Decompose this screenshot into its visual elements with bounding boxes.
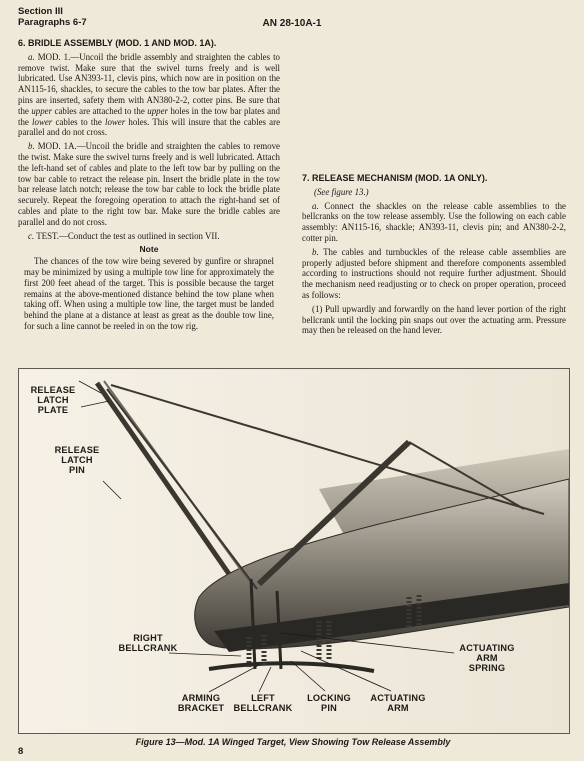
paragraph-7a: a. Connect the shackles on the release cable assemblies to the bellcranks on the tow release assembly. Use the following on each cable assembly: AN115-16, shackle; AN393-11, clevis pin; and AN380-2-2, cotter pin. — [302, 200, 566, 243]
section-label: Section III — [18, 6, 63, 17]
figure-13 — [18, 368, 570, 734]
paragraph-6a: a. MOD. 1.—Uncoil the bridle assembly and straighten the cables to remove twist. Make sure that the swivel turns freely and is well lubricated. Use AN393-11, clevis pins, which now are in position on the AN115-16, shackles, to secure the cables to the tow bar plates. After the pins are inserted, safety them with AN380-2-2, cotter pins. Be sure that the upper cables are attached to the upper holes in the tow bar plates and the lower cables to the lower holes. This will insure that the cables are parallel and do not cross. — [18, 51, 281, 138]
label-actuating-arm: ACTUATING ARM — [370, 693, 426, 713]
paragraph-7b: b. The cables and turnbuckles of the release cable assemblies are properly adjusted before shipment and therefore components assembled according to instructions should not require further adjustment. Should the mechanism need readjusting or to check on proper operation, proceed as follows: — [302, 246, 566, 300]
paragraph-7b1: (1) Pull upwardly and forwardly on the hand lever portion of the right bellcrank until the locking pin snaps out over the actuating arm. Pressure may then be released on the hand lever. — [302, 303, 566, 336]
paragraph-6c: c. TEST.—Conduct the test as outlined in section VII. — [28, 230, 220, 241]
label-locking-pin: LOCKING PIN — [307, 693, 351, 713]
note-text: The chances of the tow wire being severed by gunfire or shrapnel may be minimized by using a multiple tow line for approximately the first 200 feet ahead of the target. This is possible because the target remains at the above-mentioned distance behind the tow plane when taking off. When using a multiple tow line, the target must be landed behind the plane at a distance at least as great as the double tow line, for such a line cannot be reeled in on the tow rig. — [24, 256, 274, 331]
figure-caption: Figure 13—Mod. 1A Winged Target, View Showing Tow Release Assembly — [135, 737, 451, 747]
label-release-latch-plate: RELEASE LATCH PLATE — [30, 385, 76, 415]
page-header — [18, 6, 566, 34]
note-title: Note — [139, 244, 159, 255]
label-right-bellcrank: RIGHT BELLCRANK — [118, 633, 178, 653]
winged-target-illustration — [19, 369, 569, 733]
label-left-bellcrank: LEFT BELLCRANK — [233, 693, 293, 713]
document-id: AN 28-10A-1 — [262, 18, 322, 29]
left-column — [18, 38, 280, 335]
label-arming-bracket: ARMING BRACKET — [177, 693, 225, 713]
right-column — [302, 38, 566, 339]
paragraphs-label: Paragraphs 6-7 — [18, 17, 87, 28]
section-6-heading: 6. BRIDLE ASSEMBLY (MOD. 1 AND MOD. 1A). — [18, 38, 217, 48]
section-7-heading: 7. RELEASE MECHANISM (MOD. 1A ONLY). — [302, 173, 488, 183]
paragraph-6b: b. MOD. 1A.—Uncoil the bridle and straighten the cables to remove the twist. Make sure the swivel turns freely and is well lubricated. Attach the left-hand set of cables and plate to the left tow bar by pulling on the tow bar cable to retract the release pin. Insert the bridle plate in the tow bar release latch notch; release the tow bar cable to lock the bridle plate securely. Repeat the foregoing operation to attach the right-hand set of cables and plate to the right tow bar. Make sure the bridle cables are parallel and do not cross. — [18, 141, 280, 227]
label-release-latch-pin: RELEASE LATCH PIN — [54, 445, 100, 475]
figure-reference: (See figure 13.) — [314, 186, 369, 197]
page-number: 8 — [18, 746, 24, 757]
label-actuating-arm-spring: ACTUATING ARM SPRING — [459, 643, 515, 673]
